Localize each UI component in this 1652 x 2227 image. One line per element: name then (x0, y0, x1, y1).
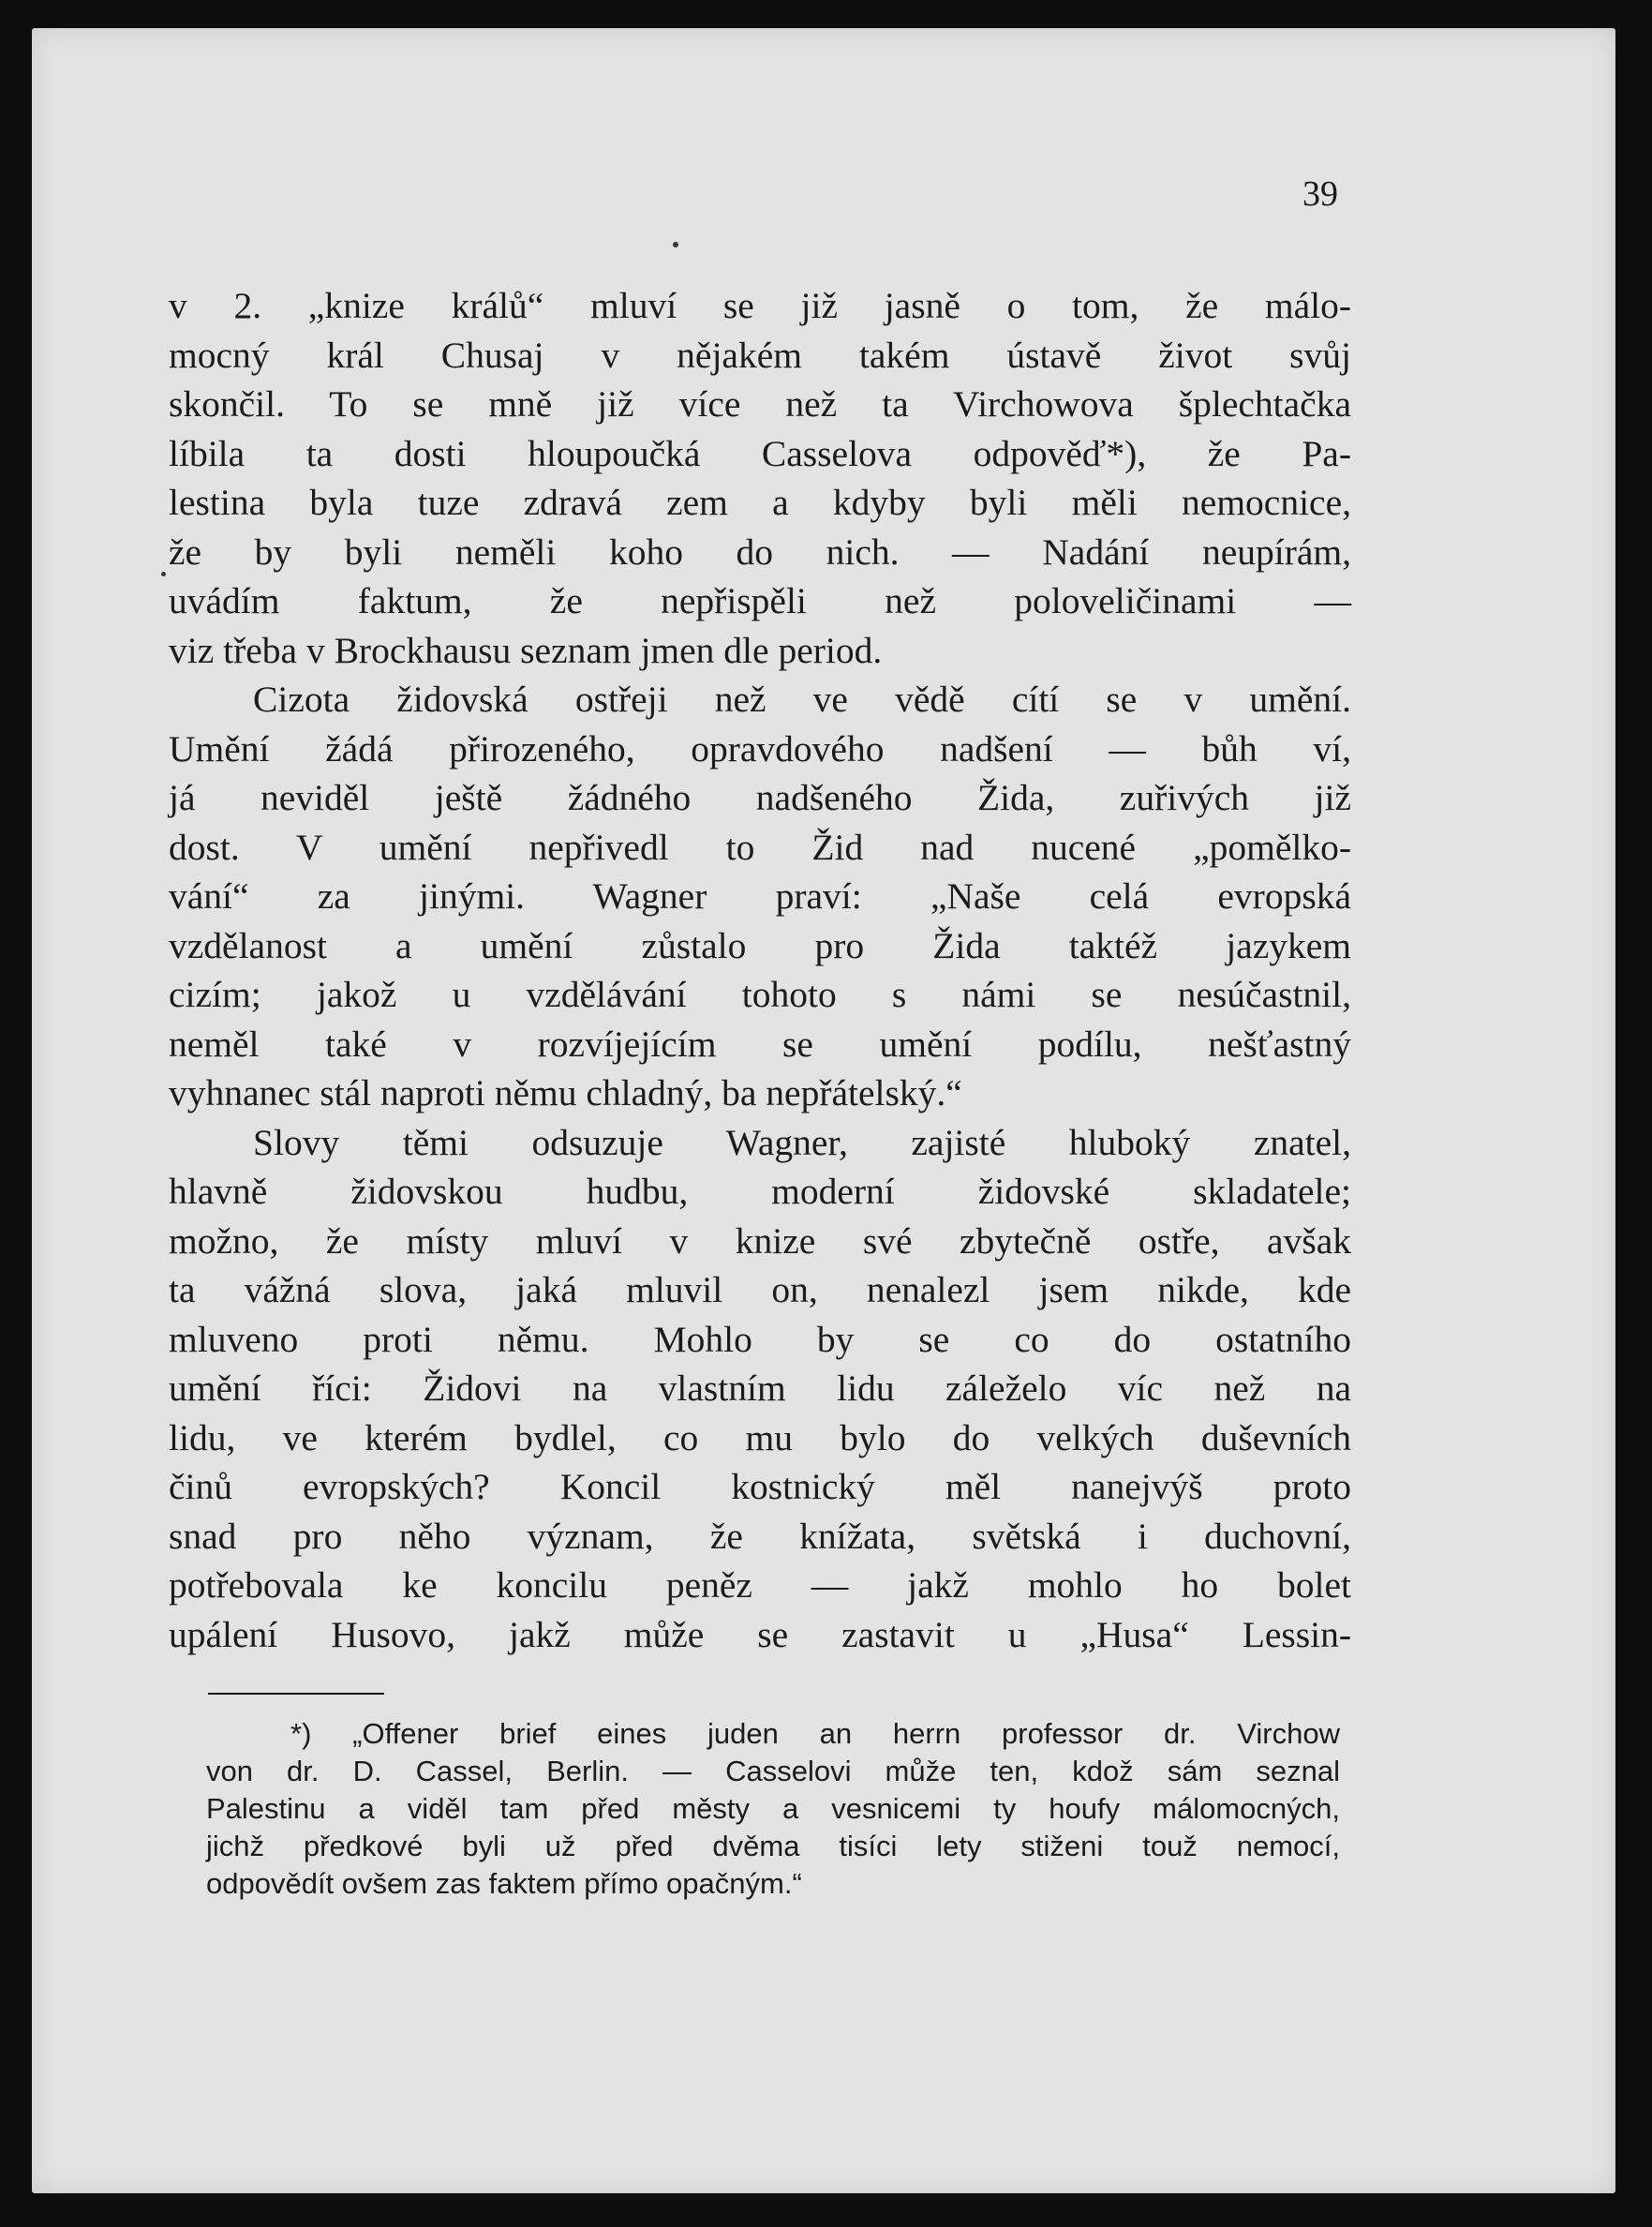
text-line: skončil. To se mně již více než ta Virchowova šplechtačka (169, 383, 1351, 425)
text-line: vání“ za jinými. Wagner praví: „Naše celá evropská (169, 875, 1351, 917)
text-line: snad pro něho význam, že knížata, světská i duchovní, (169, 1515, 1351, 1557)
text-line: lidu, ve kterém bydlel, co mu bylo do velkých duševních (169, 1416, 1351, 1458)
text-line: já neviděl ještě žádného nadšeného Žida, zuřivých již (169, 777, 1351, 818)
text-line: Slovy těmi odsuzuje Wagner, zajisté hluboký znatel, (253, 1121, 1351, 1163)
text-line: dost. V umění nepřivedl to Žid nad nucené „pomělko- (169, 826, 1351, 868)
text-line: umění říci: Židovi na vlastním lidu záleželo víc než na (169, 1368, 1351, 1409)
text-line: potřebovala ke koncilu peněz — jakž mohlo ho bolet (169, 1564, 1351, 1606)
text-line: uvádím faktum, že nepřispěli než poloveličinami — (169, 580, 1351, 621)
footnote-line: *) „Offener brief eines juden an herrn professor dr. Virchow (290, 1717, 1340, 1750)
text-line: neměl také v rozvíjejícím se umění podílu, nešťastný (169, 1023, 1351, 1065)
text-line: líbila ta dosti hloupoučká Casselova odpověď*), že Pa- (169, 432, 1351, 474)
footnotes (206, 1715, 1340, 1903)
footnote-line: jichž předkové byli už před dvěma tisíci lety stiženi touž nemocí, (206, 1830, 1340, 1862)
text-line: upálení Husovo, jakž může se zastavit u „Husa“ Lessin- (169, 1613, 1351, 1655)
page-number: 39 (1302, 174, 1338, 214)
text-line: Umění žádá přirozeného, opravdového nadšení — bůh ví, (169, 727, 1351, 770)
text-line: ta vážná slova, jaká mluvil on, nenalezl jsem nikde, kde (169, 1269, 1351, 1310)
footnote-line: von dr. D. Cassel, Berlin. — Casselovi může ten, kdož sám seznal (206, 1755, 1340, 1787)
text-line: vzdělanost a umění zůstalo pro Žida taktéž jazykem (169, 924, 1351, 966)
text-line: viz třeba v Brockhausu seznam jmen dle period. (169, 629, 883, 671)
body-text (169, 281, 1351, 1659)
text-line: mocný král Chusaj v nějakém takém ústavě život svůj (169, 334, 1351, 376)
text-line: že by byli neměli koho do nich. — Nadání neupírám, (169, 531, 1351, 573)
text-line: v 2. „knize králů“ mluví se již jasně o tom, že málo- (169, 285, 1351, 326)
footnote-divider (208, 1693, 384, 1695)
footnote-line: odpovědít ovšem zas faktem přímo opačným.“ (206, 1867, 802, 1900)
text-line: hlavně židovskou hudbu, moderní židovské skladatele; (169, 1171, 1351, 1212)
margin-mark (161, 572, 166, 576)
text-line: mluveno proti němu. Mohlo by se co do ostatního (169, 1318, 1351, 1360)
text-line: cizím; jakož u vzdělávání tohoto s námi se nesúčastnil, (169, 974, 1351, 1015)
text-line: lestina byla tuze zdravá zem a kdyby byli měli nemocnice, (169, 482, 1351, 523)
text-line: možno, že místy mluví v knize své zbytečně ostře, avšak (169, 1219, 1351, 1262)
text-line: činů evropských? Koncil kostnický měl nanejvýš proto (169, 1466, 1351, 1507)
footnote-line: Palestinu a viděl tam před městy a vesnicemi ty houfy málomocných, (206, 1792, 1340, 1825)
text-line: Cizota židovská ostřeji než ve vědě cítí se v umění. (253, 679, 1351, 720)
print-speck (673, 242, 678, 247)
text-line: vyhnanec stál naproti němu chladný, ba nepřátelský.“ (169, 1072, 962, 1114)
